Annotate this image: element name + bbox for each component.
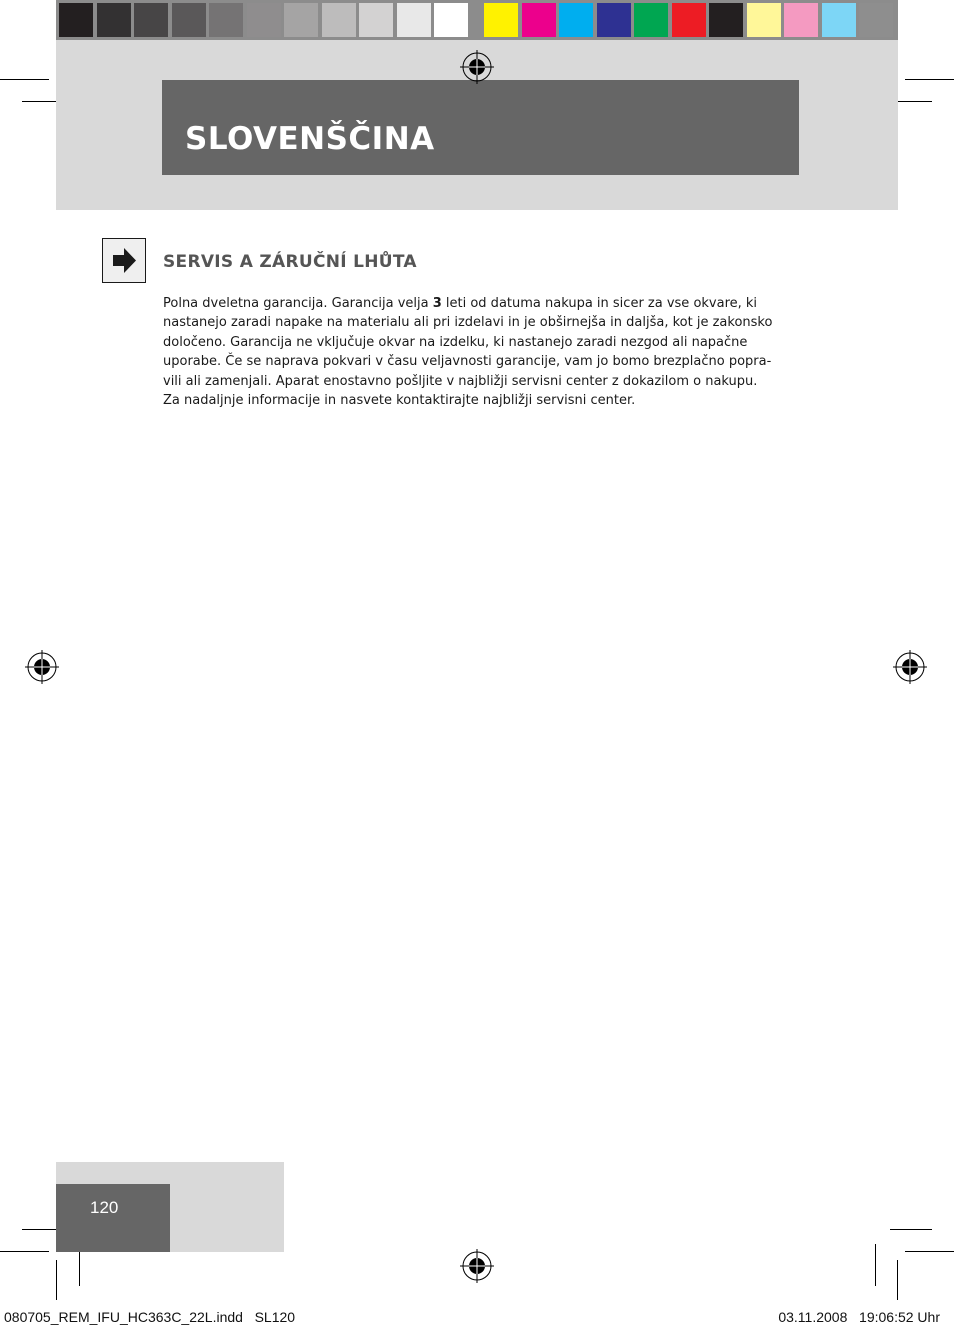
registration-mark-icon [460,50,494,84]
paragraph-text: nastanejo zaradi napake na materialu ali pri izdelavi in je obširnejša in daljša, kot je zakonsko [163,315,773,331]
color-swatch [522,3,556,37]
gray-swatch [97,3,131,37]
gray-swatch [397,3,431,37]
gray-swatch [359,3,393,37]
crop-mark [897,1260,898,1300]
crop-mark [890,1229,932,1230]
color-swatch [709,3,743,37]
gray-swatch [209,3,243,37]
paragraph-text: vili ali zamenjali. Aparat enostavno pošljite v najbližji servisni center z dokazilom o nakupu. [163,373,758,389]
paragraph-text: uporabe. Če se naprava pokvari v času veljavnosti garancije, vam jo bomo brezplačno popra- [163,354,772,370]
color-swatch [672,3,706,37]
slug-timestamp: 03.11.2008 19:06:52 Uhr [778,1309,940,1325]
color-swatch [634,3,668,37]
color-swatch [484,3,518,37]
gray-swatch [59,3,93,37]
color-swatch [784,3,818,37]
paragraph-text: Za nadaljnje informacije in nasvete kontaktirajte najbližji servisni center. [163,393,636,409]
warranty-years: 3 [432,296,442,311]
warranty-paragraph [163,294,803,410]
gray-swatch [172,3,206,37]
page-number-box [56,1184,170,1252]
paragraph-text: Polna dveletna garancija. Garancija velja [163,296,433,311]
color-swatch [747,3,781,37]
color-swatch [597,3,631,37]
registration-mark-icon [460,1249,494,1283]
crop-mark [0,1251,49,1252]
page-title: SLOVENŠČINA [185,121,435,157]
color-swatch [559,3,593,37]
color-calibration-bar [56,0,898,40]
crop-mark [905,1251,954,1252]
paragraph-text: določeno. Garancija ne vključuje okvar na izdelku, ki nastanejo zaradi nezgod ali napačne [163,334,748,350]
crop-mark [875,1244,876,1286]
gray-swatch [322,3,356,37]
slug-filename: 080705_REM_IFU_HC363C_22L.indd SL120 [4,1309,296,1325]
color-swatch [822,3,856,37]
gray-swatch [434,3,468,37]
crop-mark [905,79,954,80]
color-swatch [859,3,893,37]
registration-mark-icon [25,650,59,684]
crop-mark [56,1260,57,1300]
gray-swatch [284,3,318,37]
registration-mark-icon [893,650,927,684]
page-number: 120 [90,1198,119,1217]
gray-swatch [247,3,281,37]
arrow-right-icon [102,238,146,283]
gray-swatch [134,3,168,37]
section-heading: SERVIS A ZÁRUČNÍ LHŮTA [163,252,417,272]
paragraph-text: leti od datuma nakupa in sicer za vse okvare, ki [441,296,758,311]
crop-mark [0,79,49,80]
